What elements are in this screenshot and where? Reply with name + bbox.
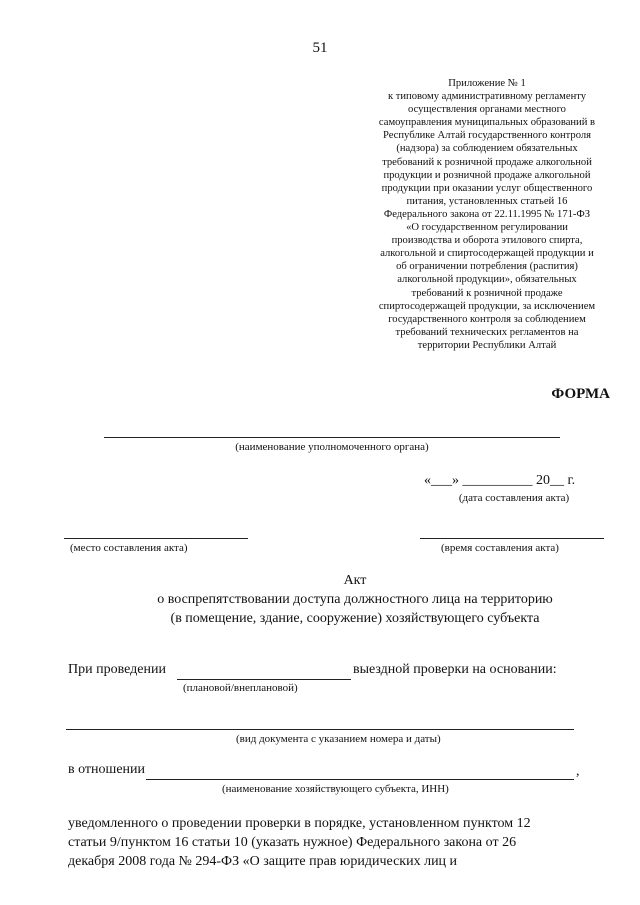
act-title: Акт — [343, 573, 367, 588]
appendix-line: самоуправления муниципальных образований в — [378, 117, 596, 129]
appendix-line: алкогольной продукции», обязательных — [397, 274, 577, 286]
appendix-line: спиртосодержащей продукции, за исключением — [378, 300, 596, 312]
inspection-suffix: выездной проверки на основании: — [353, 662, 557, 677]
time-line[interactable] — [420, 538, 604, 539]
place-line[interactable] — [64, 538, 248, 539]
body-line: декабря 2008 года № 294-ФЗ «О защите прав юридических лиц и — [68, 854, 458, 869]
appendix-line: питания, установленных статьей 16 — [406, 195, 568, 207]
appendix-line: Федерального закона от 22.11.1995 № 171-ФЗ — [383, 208, 591, 220]
inspection-type-line[interactable] — [177, 679, 351, 680]
appendix-line: государственного контроля за соблюдением — [388, 313, 586, 325]
document-caption: (вид документа с указанием номера и даты) — [236, 733, 441, 745]
appendix-line: требований к розничной продаже — [411, 287, 563, 299]
org-name-caption: (наименование уполномоченного органа) — [235, 441, 429, 453]
appendix-line: об ограничении потребления (распития) — [396, 261, 578, 273]
date-caption: (дата составления акта) — [458, 492, 570, 504]
appendix-line: Приложение № 1 — [448, 78, 526, 89]
appendix-line: продукции и розничной продаже алкогольной — [383, 169, 591, 181]
appendix-line: алкогольной и спиртосодержащей продукции и — [380, 248, 594, 260]
appendix-line: производства и оборота этилового спирта, — [391, 235, 583, 247]
appendix-line: требований к розничной продаже алкогольной — [382, 156, 592, 168]
appendix-line: (надзора) за соблюдением обязательных — [396, 143, 578, 155]
document-line[interactable] — [66, 729, 574, 730]
entity-caption: (наименование хозяйствующего субъекта, ИНН) — [222, 783, 449, 795]
body-paragraph — [68, 814, 611, 871]
date-field[interactable]: «___» __________ 20__ г. — [424, 473, 576, 488]
appendix-line: территории Республики Алтай — [417, 339, 557, 351]
regarding-prefix: в отношении — [68, 762, 146, 777]
appendix-header — [356, 77, 618, 352]
appendix-line: Республике Алтай государственного контроля — [382, 130, 592, 142]
time-caption: (время составления акта) — [441, 542, 559, 554]
page-number: 51 — [312, 40, 328, 56]
appendix-line: требований технических регламентов на — [395, 326, 579, 338]
appendix-line: «О государственном регулировании — [406, 222, 568, 234]
inspection-prefix: При проведении — [68, 662, 166, 677]
inspection-type-caption: (плановой/внеплановой) — [183, 682, 298, 694]
appendix-line: к типовому административному регламенту — [387, 91, 587, 103]
body-line: уведомленного о проведении проверки в порядке, установленном пунктом 12 — [68, 816, 531, 831]
body-line: статьи 9/пунктом 16 статьи 10 (указать нужное) Федерального закона от 26 — [68, 835, 517, 850]
act-subtitle-line-2: (в помещение, здание, сооружение) хозяйствующего субъекта — [170, 611, 540, 626]
act-subtitle-line-1: о воспрепятствовании доступа должностного лица на территорию — [157, 592, 553, 607]
place-caption: (место составления акта) — [70, 542, 188, 554]
appendix-line: продукции при оказании услуг общественного — [381, 182, 593, 194]
appendix-line: осуществления органами местного — [408, 104, 566, 116]
entity-line[interactable] — [146, 779, 574, 780]
org-name-line[interactable] — [104, 437, 560, 438]
regarding-comma: , — [576, 764, 580, 779]
form-label: ФОРМА — [551, 386, 610, 402]
